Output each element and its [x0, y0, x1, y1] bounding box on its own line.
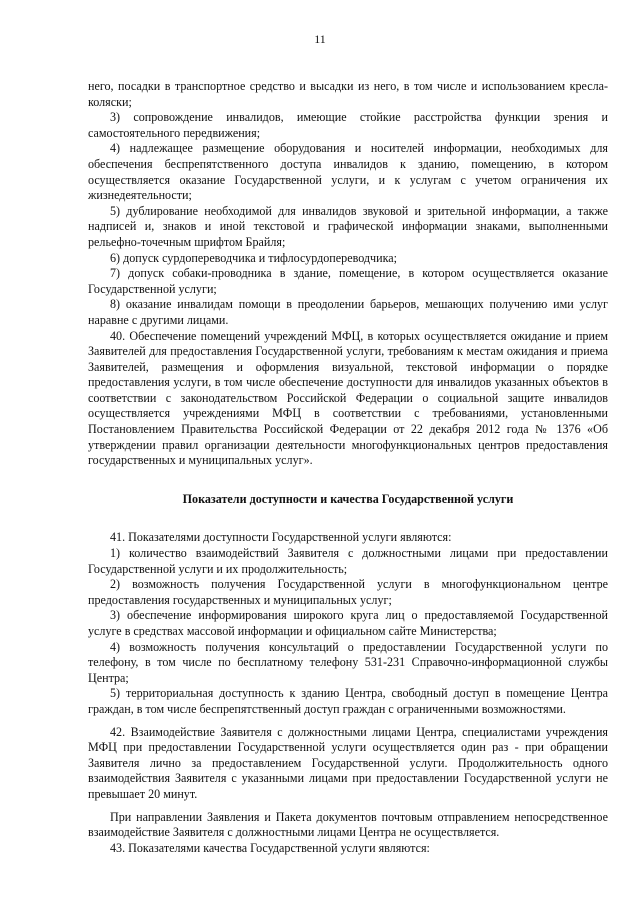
paragraph: 8) оказание инвалидам помощи в преодолении барьеров, мешающих получению ими услуг наравне с другими лицами.	[88, 297, 608, 327]
spacer	[88, 803, 608, 810]
section-heading: Показатели доступности и качества Государственной услуги	[182, 491, 514, 506]
paragraph: 6) допуск сурдопереводчика и тифлосурдопереводчика;	[110, 250, 398, 265]
paragraph: 4) надлежащее размещение оборудования и носителей информации, необходимых для обеспечения беспрепятственного доступа инвалидов к зданию, помещению, в котором осуществляется оказание Государственной услуги, и к услугам с учетом ограничения их жизнедеятельности;	[88, 141, 608, 203]
paragraph: 5) дублирование необходимой для инвалидов звуковой и зрительной информации, а также надписей и, знаков и иной текстовой и графической информации знаками, выполненными рельефно-точечным шрифтом Брайля;	[88, 203, 608, 249]
spacer	[88, 718, 608, 725]
document-body	[88, 79, 608, 856]
paragraph: 5) территориальная доступность к зданию Центра, свободный доступ в помещение Центра граждан, в том числе беспрепятственный доступ граждан с ограниченными возможностями.	[88, 686, 608, 716]
paragraph: 3) сопровождение инвалидов, имеющие стойкие расстройства функции зрения и самостоятельного передвижения;	[88, 110, 608, 140]
paragraph: 42. Взаимодействие Заявителя с должностными лицами Центра, специалистами учреждения МФЦ при предоставлении Государственной услуги осуществляется один раз - при обращении Заявителя лично за предоставлением Государственной услуги. Продолжительность одного взаимодействия Заявителя с указанными лицами при предоставлении Государственной услуги не превышает 20 минут.	[88, 724, 608, 801]
page-number: 11	[314, 32, 326, 46]
paragraph: 3) обеспечение информирования широкого круга лиц о предоставляемой Государственной услуге в средствах массовой информации и официальном сайте Министерства;	[88, 608, 608, 638]
paragraph: 40. Обеспечение помещений учреждений МФЦ, в которых осуществляется ожидание и прием Заявителей для предоставления Государственной услуги, требованиям к местам ожидания и приема Заявителей, размещения и оформления визуальной, текстовой информации о порядке предоставления услуги, в том числе обеспечение доступности для инвалидов указанных объектов в соответствии с законодательством Российской Федерации о социальной защите инвалидов осуществляется учреждениями МФЦ в соответствии с требованиями, установленными Постановлением Правительства Российской Федерации от 22 декабря 2012 года № 1376 «Об утверждении правил организации деятельности многофункциональных центров предоставления государственных и муниципальных услуг».	[88, 328, 608, 468]
paragraph: 2) возможность получения Государственной услуги в многофункциональном центре предоставления государственных и муниципальных услуг;	[88, 577, 608, 607]
paragraph: 43. Показателями качества Государственной услуги являются:	[110, 840, 430, 855]
paragraph: 1) количество взаимодействий Заявителя с должностными лицами при предоставлении Государственной услуги и их продолжительность;	[88, 546, 608, 576]
paragraph: 7) допуск собаки-проводника в здание, помещение, в котором осуществляется оказание Государственной услуги;	[88, 266, 608, 296]
paragraph: При направлении Заявления и Пакета документов почтовым отправлением непосредственное взаимодействие Заявителя с должностными лицами Центра не осуществляется.	[88, 809, 608, 840]
paragraph: него, посадки в транспортное средство и высадки из него, в том числе и использованием кресла-коляски;	[88, 79, 608, 109]
paragraph: 4) возможность получения консультаций о предоставлении Государственной услуги по телефону, в том числе по бесплатному телефону 531-231 Справочно-информационной службы Центра;	[88, 639, 608, 685]
paragraph: 41. Показателями доступности Государственной услуги являются:	[110, 530, 452, 545]
